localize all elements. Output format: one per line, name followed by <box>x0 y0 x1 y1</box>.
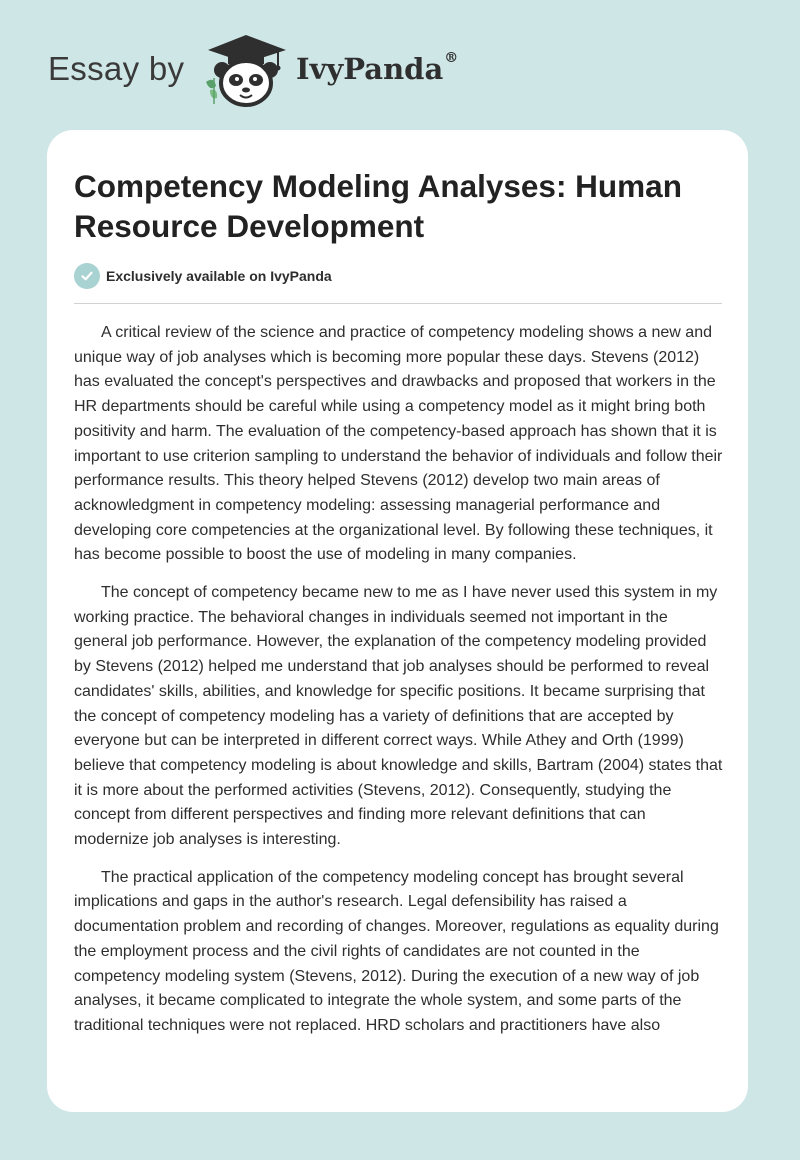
paragraph: The concept of competency became new to me as I have never used this system in my working practice. The behavioral changes in individuals seemed not important in the general job performance. However, the explanation of the competency modeling provided by Stevens (2012) helped me understand that job analyses should be performed to reveal candidates' skills, abilities, and knowledge for specific positions. It became surprising that the concept of competency modeling has a variety of definitions that are accepted by everyone but can be interpreted in different correct ways. While Athey and Orth (1999) believe that competency modeling is about knowledge and skills, Bartram (2004) states that it is more about the performed activities (Stevens, 2012). Consequently, studying the concept from different perspectives and finding more relevant definitions that can modernize job analyses is interesting. <box>74 584 723 849</box>
brand-text: IvyPanda <box>296 52 444 86</box>
divider <box>74 303 722 304</box>
brand-name[interactable] <box>296 52 458 86</box>
essay-body <box>74 321 724 1052</box>
essay-card <box>47 130 748 1112</box>
exclusive-badge <box>74 263 332 289</box>
paragraph: The practical application of the competency modeling concept has brought several implications and gaps in the author's research. Legal defensibility has raised a documentation problem and recording of changes. Moreover, regulations as equality during the employment process and the civil rights of candidates are not counted in the competency modeling system (Stevens, 2012). During the execution of a new way of job analyses, it became complicated to integrate the whole system, and some parts of the traditional techniques were not replaced. HRD scholars and practitioners have also <box>74 868 719 1034</box>
check-icon <box>74 263 100 289</box>
site-header <box>0 0 800 125</box>
paragraph: A critical review of the science and practice of competency modeling shows a new and unique way of job analyses which is becoming more popular these days. Stevens (2012) has evaluated the concept's perspectives and drawbacks and proposed that workers in the HR departments should be careful while using a competency model as it might bring both positivity and harm. The evaluation of the competency-based approach has shown that it is important to use criterion sampling to understand the behavior of individuals and follow their performance results. This theory helped Stevens (2012) develop two main areas of acknowledgment in competency modeling: assessing managerial performance and developing core competencies at the organizational level. By following these techniques, it has become possible to boost the use of modeling in many companies. <box>74 324 723 564</box>
panda-graduate-icon[interactable] <box>200 30 292 110</box>
essay-by-label: Essay by <box>48 50 185 87</box>
page-title: Competency Modeling Analyses: Human Resource Development <box>74 168 682 244</box>
exclusive-badge-text: Exclusively available on IvyPanda <box>106 268 332 284</box>
registered-mark: ® <box>444 50 459 67</box>
